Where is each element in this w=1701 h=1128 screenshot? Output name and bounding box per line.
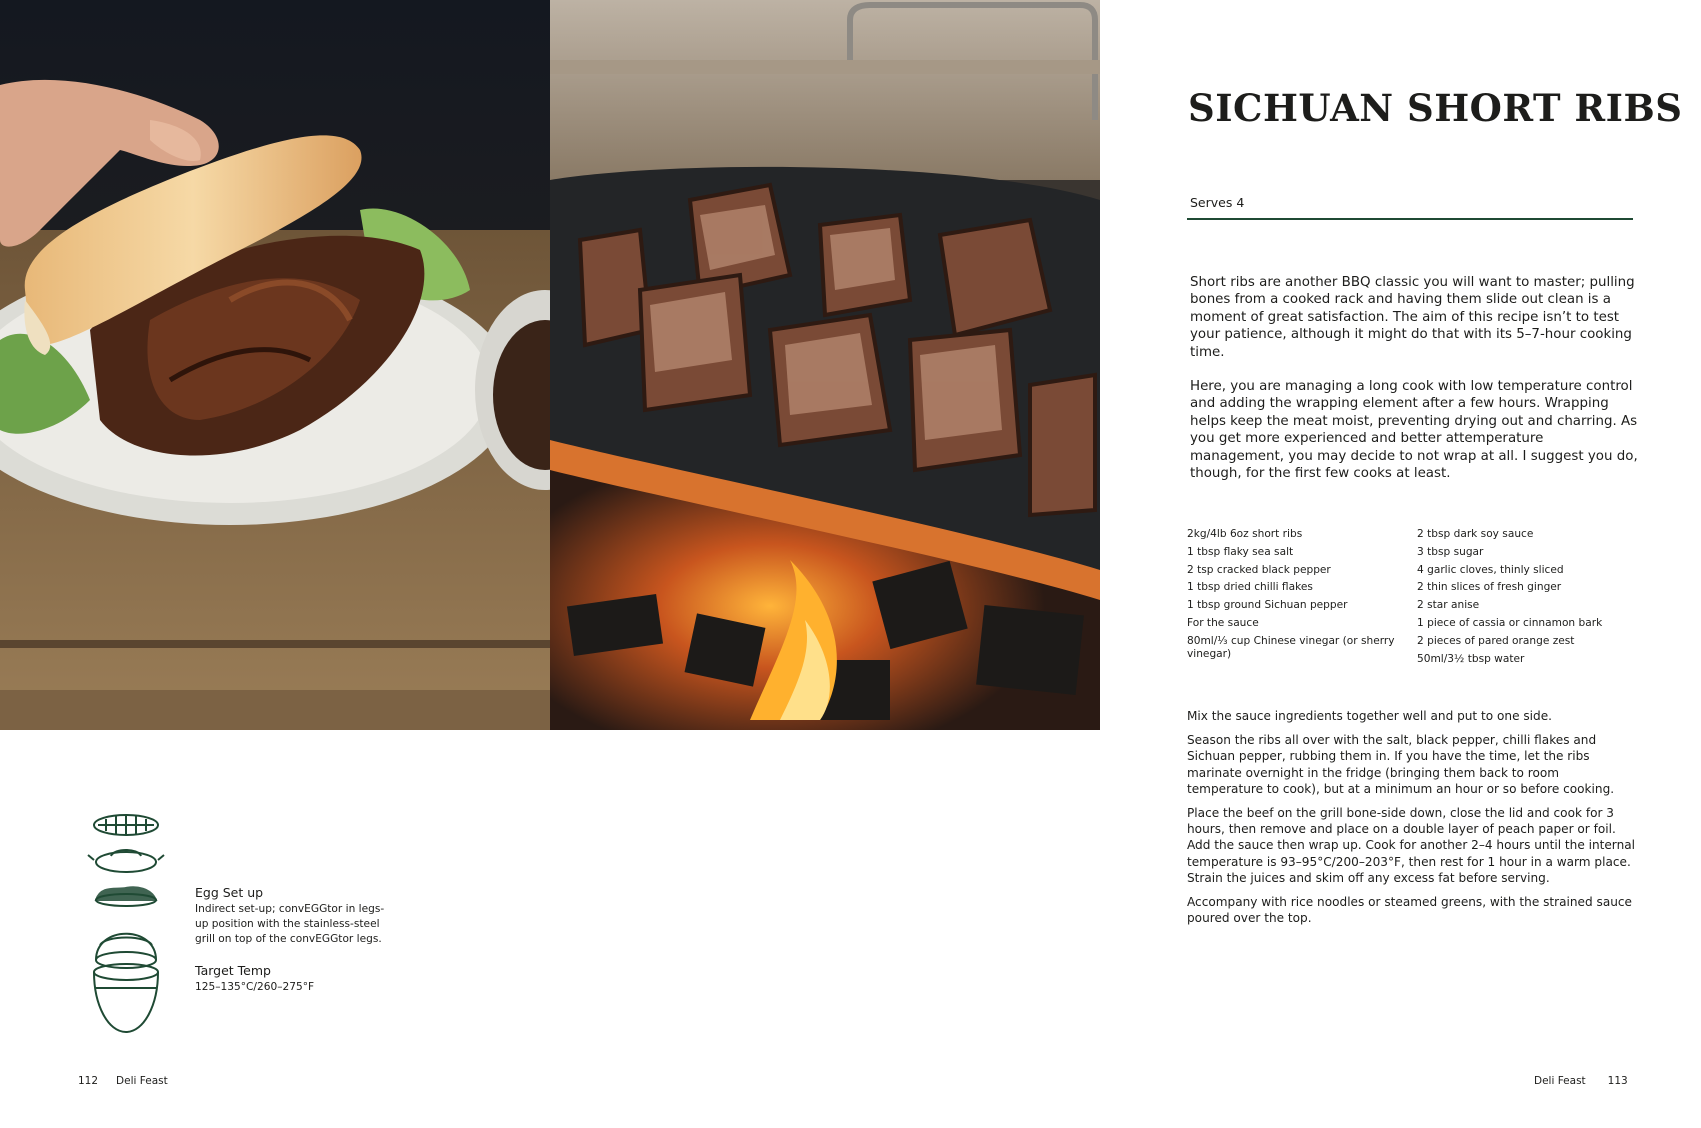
method-step: Season the ribs all over with the salt, black pepper, chilli flakes and Sichuan pepper, rubbing them in. If you have the time, let the ribs marinate overnight in the fridge (bringing them back to room temperature to cook), but at a minimum an hour or so before cooking. xyxy=(1187,733,1615,796)
ingredient-item: 2 tsp cracked black pepper xyxy=(1187,563,1331,576)
ingredients-column-left xyxy=(1187,528,1407,666)
intro-paragraph: Here, you are managing a long cook with low temperature control and adding the wrapping element after a few hours. Wrapping helps keep the meat moist, preventing drying out and charring. As you get more experienced and better attemperature management, you may decide to not wrap at all. I suggest you do, though, for the first few cooks at least. xyxy=(1190,379,1638,482)
ingredient-item: 80ml/⅓ cup Chinese vinegar (or sherry vinegar) xyxy=(1187,634,1395,660)
recipe-title: SICHUAN SHORT RIBS xyxy=(1188,86,1683,130)
ingredient-item: 50ml/3½ tbsp water xyxy=(1417,652,1525,665)
egg-setup-info xyxy=(195,885,395,995)
sandwich-photo xyxy=(0,0,550,730)
folio-right xyxy=(1534,1075,1628,1087)
target-temp-label: Target Temp xyxy=(195,963,271,978)
serves-label: Serves 4 xyxy=(1190,195,1245,210)
ingredient-item: 1 tbsp dried chilli flakes xyxy=(1187,581,1313,594)
recipe-method xyxy=(1187,708,1635,934)
ingredient-item: 1 tbsp flaky sea salt xyxy=(1187,545,1294,558)
ingredient-item: 1 tbsp ground Sichuan pepper xyxy=(1187,599,1348,612)
intro-paragraph: Short ribs are another BBQ classic you will want to master; pulling bones from a cooked rack and having them slide out clean is a moment of great satisfaction. The aim of this recipe isn’t to test your patience, although it might do that with its 5–7-hour cooking time. xyxy=(1190,275,1635,360)
method-step: Mix the sauce ingredients together well and put to one side. xyxy=(1187,709,1552,723)
egg-setup-description: Indirect set-up; convEGGtor in legs-up position with the stainless-steel grill on top of the convEGGtor legs. xyxy=(195,903,385,945)
ingredients-column-right xyxy=(1417,528,1637,670)
section-name: Deli Feast xyxy=(1534,1075,1586,1087)
target-temp-value: 125–135°C/260–275°F xyxy=(195,981,315,993)
egg-setup-label: Egg Set up xyxy=(195,885,264,900)
section-name: Deli Feast xyxy=(116,1075,168,1087)
egg-setup-diagram-icon xyxy=(86,800,166,1040)
ingredient-item: 2 star anise xyxy=(1417,599,1480,612)
method-step: Place the beef on the grill bone-side down, close the lid and cook for 3 hours, then remove and place on a double layer of peach paper or foil. Add the sauce then wrap up. Cook for another 2–4 hours until the internal temperature is 93–95°C/200–203°F, then rest for 1 hour in a warm place. Strain the juices and skim off any excess fat before serving. xyxy=(1187,806,1635,885)
ingredient-item: 2 tbsp dark soy sauce xyxy=(1417,528,1534,540)
grill-photo xyxy=(550,0,1100,730)
folio-left xyxy=(78,1075,168,1087)
method-step: Accompany with rice noodles or steamed greens, with the strained sauce poured over the top. xyxy=(1187,895,1632,926)
page-number: 113 xyxy=(1607,1075,1628,1087)
ingredient-item: 2kg/4lb 6oz short ribs xyxy=(1187,528,1303,540)
title-divider xyxy=(1187,218,1633,220)
ingredient-subheading: For the sauce xyxy=(1187,616,1259,629)
ingredient-item: 1 piece of cassia or cinnamon bark xyxy=(1417,616,1603,629)
ingredient-item: 2 thin slices of fresh ginger xyxy=(1417,581,1562,594)
ingredient-item: 4 garlic cloves, thinly sliced xyxy=(1417,563,1564,576)
ingredient-item: 3 tbsp sugar xyxy=(1417,545,1484,558)
page-number: 112 xyxy=(78,1075,99,1087)
ingredient-item: 2 pieces of pared orange zest xyxy=(1417,634,1575,647)
recipe-intro xyxy=(1190,274,1640,499)
